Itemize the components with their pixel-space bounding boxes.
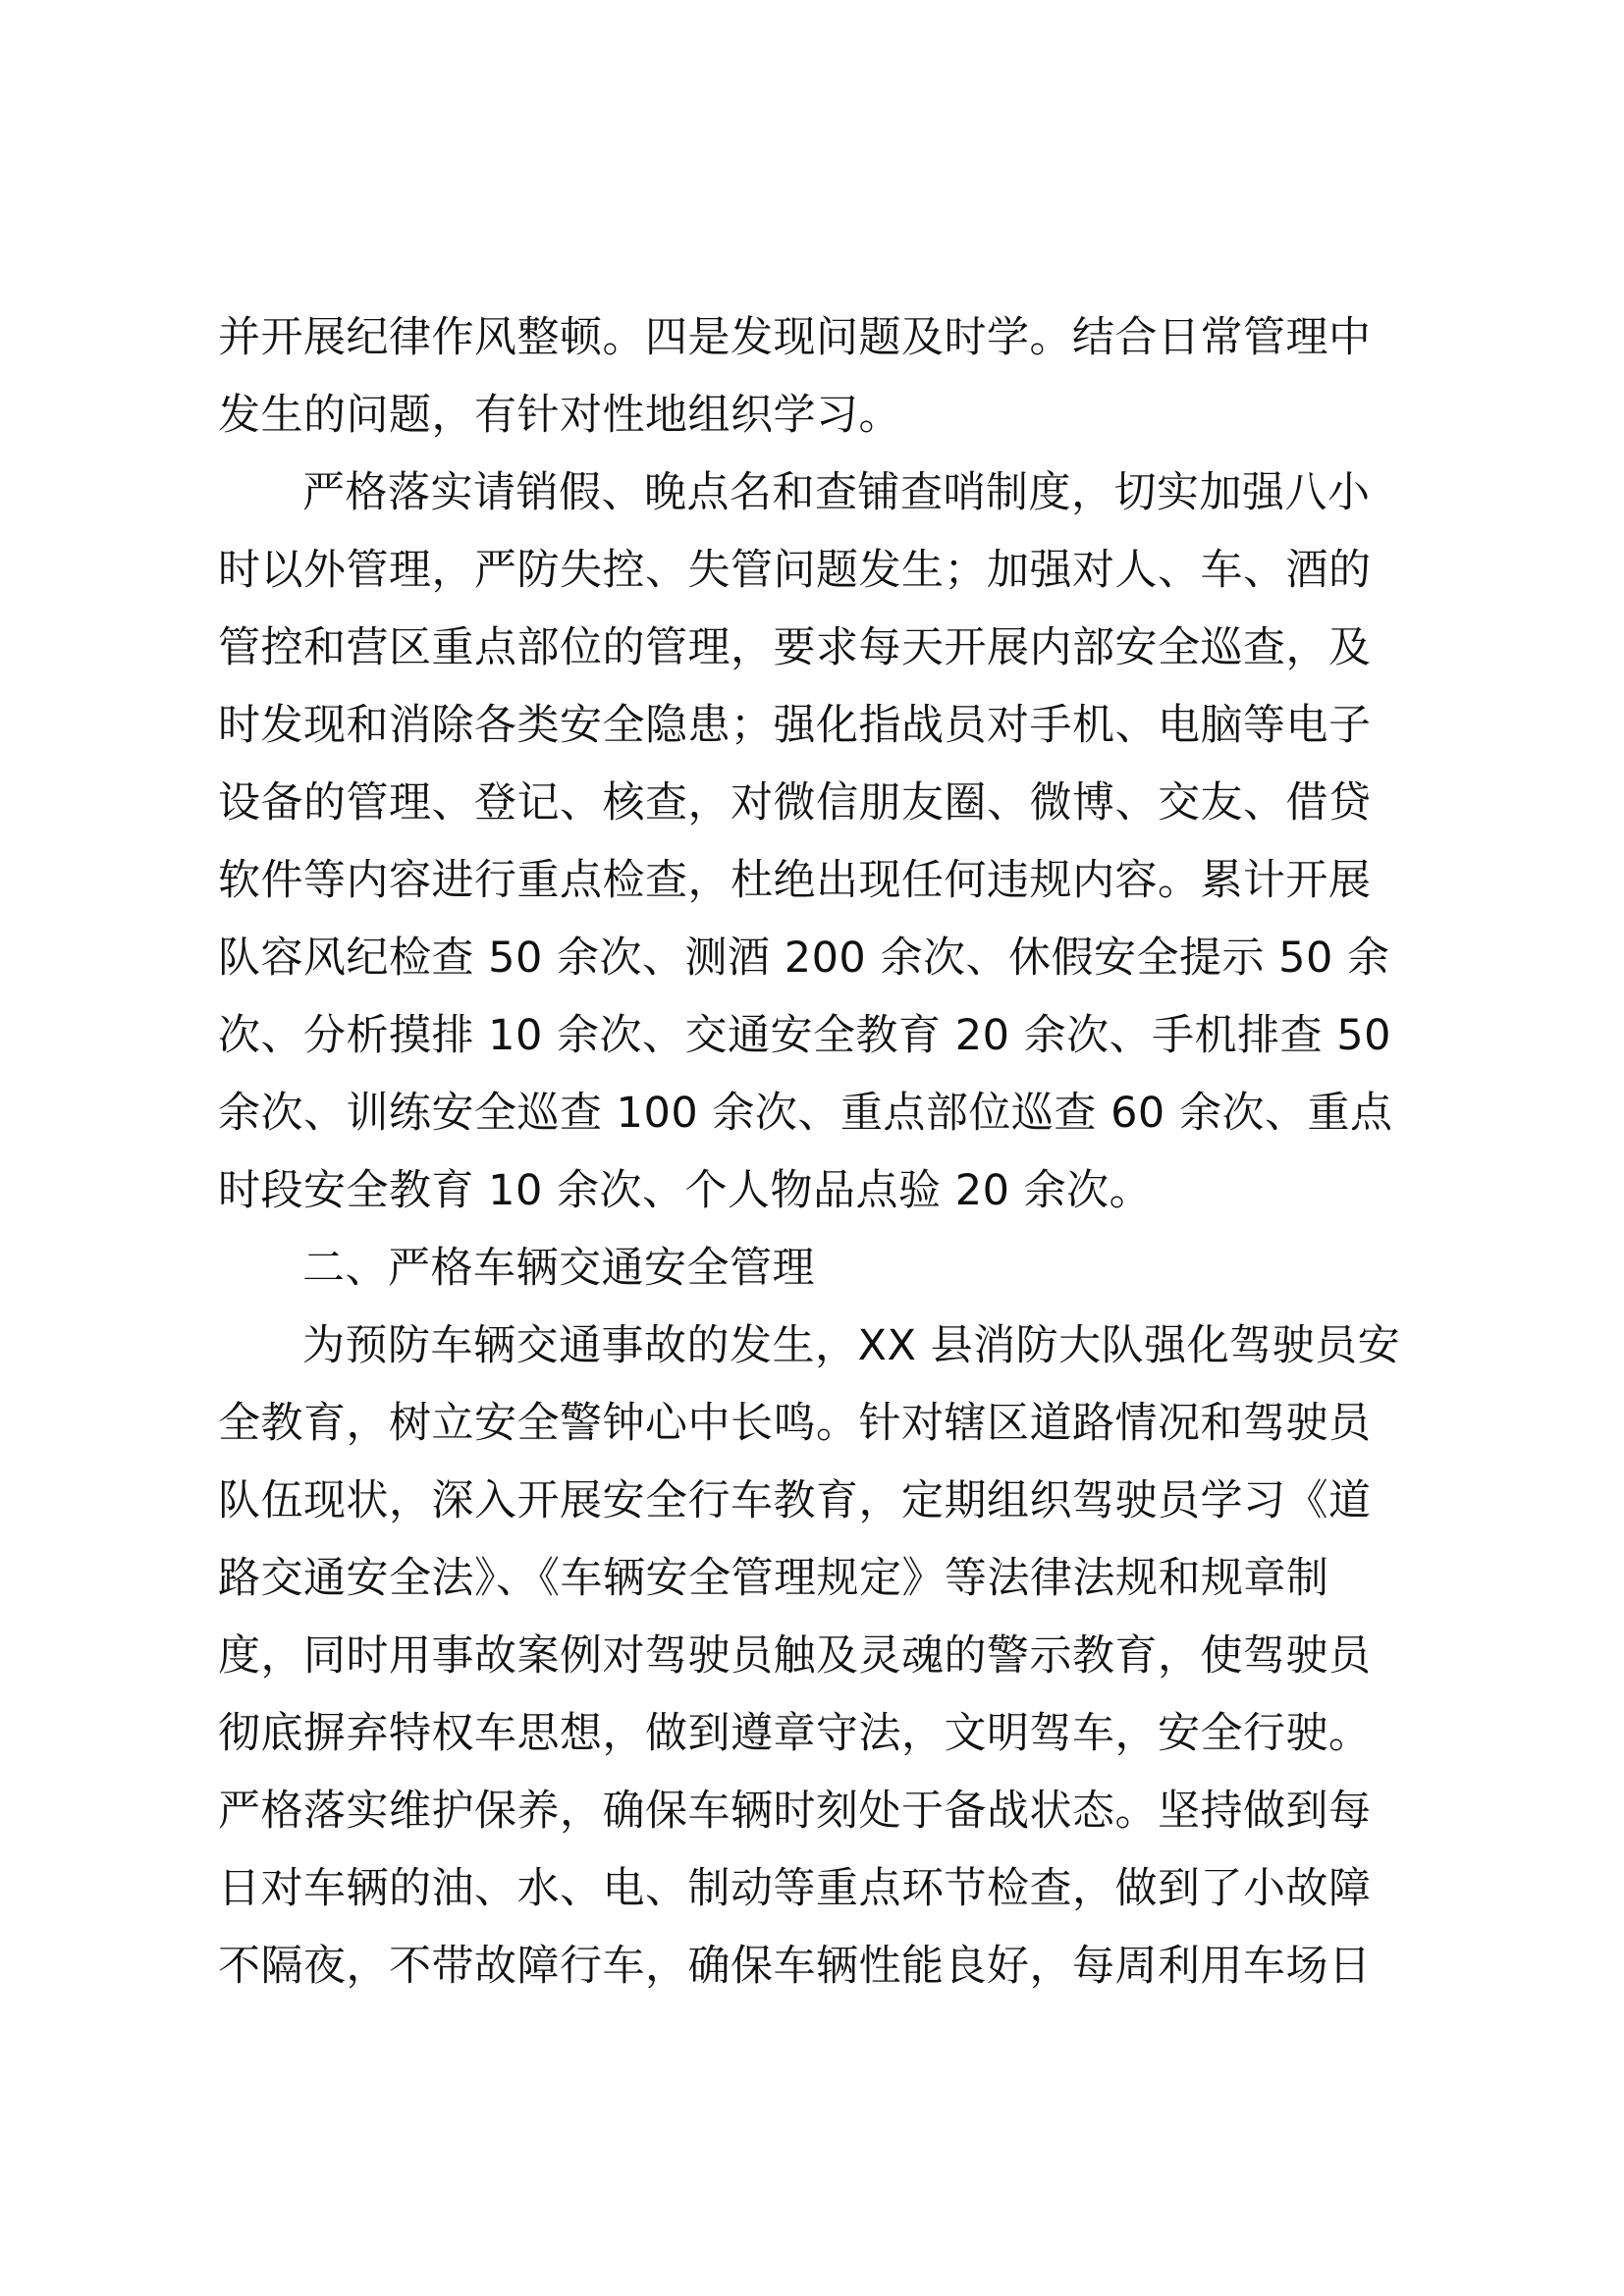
text-line: 队容风纪检查 50 余次、测酒 200 余次、休假安全提示 50 余 (218, 934, 1390, 983)
text-line: 时段安全教育 10 余次、个人物品点验 20 余次。 (218, 1166, 1153, 1215)
document-body (218, 299, 1416, 2005)
text-line: 二、严格车辆交通安全管理 (302, 1244, 815, 1293)
text-line: 时发现和消除各类安全隐患；强化指战员对手机、电脑等电子 (218, 701, 1372, 750)
text-line: 度，同时用事故案例对驾驶员触及灵魂的警示教育，使驾驶员 (218, 1631, 1372, 1681)
paragraph-driver-education (218, 1308, 1416, 2005)
text-line: 设备的管理、登记、核查，对微信朋友圈、微博、交友、借贷 (218, 778, 1372, 828)
text-line: 管控和营区重点部位的管理，要求每天开展内部安全巡查，及 (218, 623, 1372, 672)
text-line: 队伍现状，深入开展安全行车教育，定期组织驾驶员学习《道 (218, 1476, 1372, 1525)
text-line: 软件等内容进行重点检查，杜绝出现任何违规内容。累计开展 (218, 856, 1372, 905)
text-line: 严格落实请销假、晚点名和查铺查哨制度，切实加强八小 (302, 468, 1371, 517)
text-line: 路交通安全法》、《车辆安全管理规定》等法律法规和规章制 (218, 1554, 1329, 1603)
text-line: 严格落实维护保养，确保车辆时刻处于备战状态。坚持做到每 (218, 1787, 1372, 1836)
text-line: 不隔夜，不带故障行车，确保车辆性能良好，每周利用车场日 (218, 1942, 1372, 1991)
text-line: 全教育，树立安全警钟心中长鸣。针对辖区道路情况和驾驶员 (218, 1399, 1372, 1448)
text-line: 次、分析摸排 10 余次、交通安全教育 20 余次、手机排查 50 (218, 1011, 1391, 1060)
paragraph-discipline-end (218, 299, 1416, 454)
heading-vehicle-safety (218, 1230, 1416, 1308)
text-line: 时以外管理，严防失控、失管问题发生；加强对人、车、酒的 (218, 546, 1372, 595)
text-line: 发生的问题，有针对性地组织学习。 (218, 391, 901, 440)
text-line: 彻底摒弃特权车思想，做到遵章守法，文明驾车，安全行驶。 (218, 1709, 1372, 1758)
text-line: 为预防车辆交通事故的发生，XX 县消防大队强化驾驶员安 (302, 1321, 1401, 1370)
paragraph-leave-management (218, 454, 1416, 1230)
text-line: 并开展纪律作风整顿。四是发现问题及时学。结合日常管理中 (218, 313, 1372, 362)
text-line: 日对车辆的油、水、电、制动等重点环节检查，做到了小故障 (218, 1864, 1372, 1913)
text-line: 余次、训练安全巡查 100 余次、重点部位巡查 60 余次、重点 (218, 1089, 1393, 1138)
